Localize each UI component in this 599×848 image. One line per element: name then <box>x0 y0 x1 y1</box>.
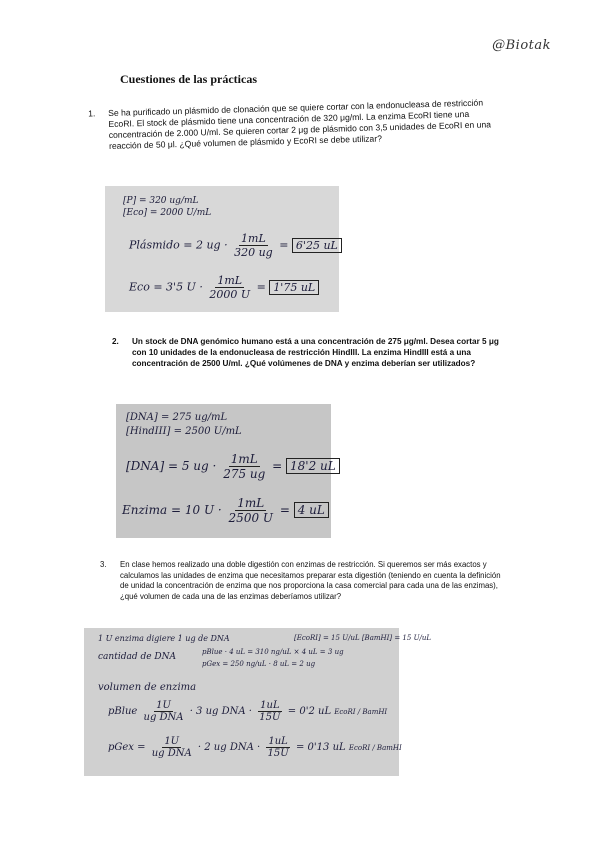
handwritten-answer-2 <box>116 404 336 538</box>
result-box: 18'2 uL <box>286 458 340 474</box>
question-text: Un stock de DNA genómico humano está a una concentración de 275 μg/ml. Desea cortar 5 μg con 10 unidades de la endonucleasa de restricción HindIII. La enzima HindIII está a una concentración de 2500 U/ml. ¿Qué volúmenes de DNA y enzima deberían ser utilizados? <box>132 337 499 368</box>
signature: @Biotak <box>492 38 551 53</box>
handwritten-answer-1 <box>105 186 339 312</box>
question-number: 1. <box>88 108 96 119</box>
hw-line: cantidad de DNA <box>98 652 176 662</box>
hw-line: [HindIII] = 2500 U/mL <box>126 426 242 437</box>
hw-line: [EcoRI] = 15 U/uL [BamHI] = 15 U/uL <box>294 634 431 642</box>
hw-line: 1 U enzima digiere 1 ug de DNA <box>98 634 230 643</box>
hw-line: [Eco] = 2000 U/mL <box>123 208 212 218</box>
hw-calc: [DNA] = 5 ug · $\frac{1mL}{275 ug}$ = 18'2 uL <box>126 452 340 481</box>
hw-line: volumen de enzima <box>98 682 197 693</box>
hw-calc: pBlue $\frac{1U}{\text{ug DNA}}$ · 3 ug DNA · $\frac{1uL}{15U}$ = 0'2 uL EcoRI / BamHI <box>108 700 388 723</box>
hw-calc: Plásmido = 2 ug · $\frac{1mL}{320 ug}$ = 6'25 uL <box>129 232 342 259</box>
question-3 <box>100 560 510 602</box>
hw-calc: Eco = 3'5 U · $\frac{1mL}{2000 U}$ = 1'75 uL <box>129 274 319 301</box>
hw-calc: pGex = $\frac{1U}{\text{ug DNA}}$ · 2 ug DNA · $\frac{1uL}{15U}$ = 0'13 uL EcoRI / BamHI <box>108 736 402 759</box>
result-box: 6'25 uL <box>292 238 342 253</box>
result-box: 4 uL <box>294 502 329 518</box>
hw-calc: Enzima = 10 U · $\frac{1mL}{2500 U}$ = 4 uL <box>122 496 329 525</box>
question-number: 3. <box>100 560 107 569</box>
question-number: 2. <box>112 337 119 346</box>
question-text: En clase hemos realizado una doble digestión con enzimas de restricción. Si queremos ser más exactos y calculamos las unidades de enzima que necesitamos preparar esta digestión (teniendo en cuenta la definición de unidad la concentración de enzima que nos proporciona la casa comercial para cada una de las enzimas), ¿qué volumen de cada una de las enzimas deberíamos utilizar? <box>120 560 501 601</box>
handwritten-answer-3 <box>84 628 431 776</box>
question-2 <box>112 336 512 369</box>
page-title: Cuestiones de las prácticas <box>120 72 257 86</box>
question-1 <box>88 97 509 152</box>
result-box: 1'75 uL <box>269 280 319 295</box>
hw-line: pGex = 250 ng/uL · 8 uL = 2 ug <box>202 660 316 668</box>
question-text: Se ha purificado un plásmido de clonación que se quiere cortar con la endonucleasa de restricción EcoRI. El stock de plásmido tiene una concentración de 320 μg/ml. La enzima EcoRI tiene una concentración de 2.000 U/ml. Se quieren cortar 2 μg de plásmido con 3,5 unidades de EcoRI en una reacción de 50 μl. ¿Qué volumen de plásmido y EcoRI se debe utilizar? <box>108 97 492 151</box>
hw-line: pBlue · 4 uL = 310 ng/uL × 4 uL = 3 ug <box>202 648 344 656</box>
hw-line: [P] = 320 ug/mL <box>123 196 199 206</box>
hw-line: [DNA] = 275 ug/mL <box>126 412 228 423</box>
